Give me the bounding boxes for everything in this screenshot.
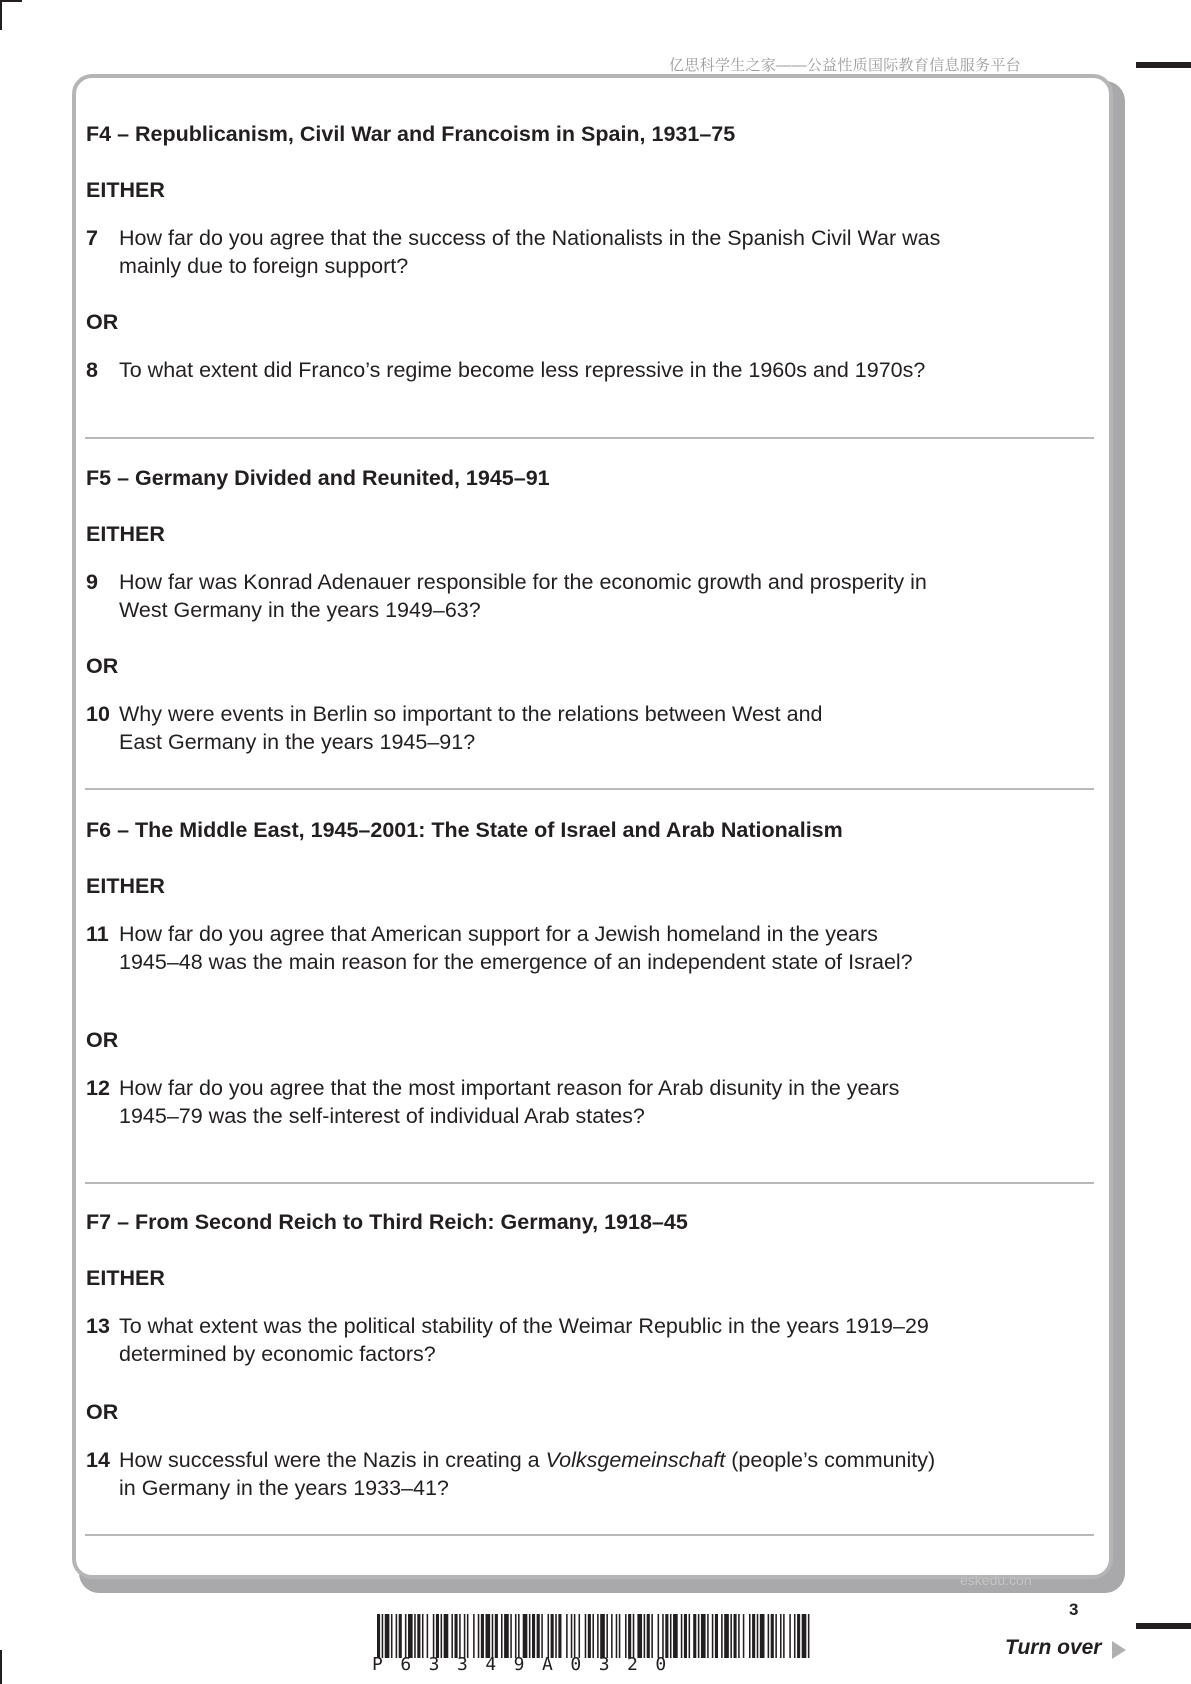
question-number: 7 — [86, 226, 98, 250]
question-text-line: How far do you agree that American support for a Jewish homeland in the years — [119, 922, 878, 946]
section-heading-f4: F4 – Republicanism, Civil War and Francoism in Spain, 1931–75 — [86, 122, 736, 146]
barcode-bar — [532, 1614, 535, 1658]
barcode-bar — [405, 1614, 407, 1658]
barcode-bar — [783, 1614, 785, 1658]
question-text-line: determined by economic factors? — [119, 1342, 436, 1366]
barcode-bar — [616, 1614, 618, 1658]
question-number: 8 — [86, 358, 98, 382]
barcode-bar — [433, 1614, 435, 1658]
question-text-line: How far was Konrad Adenauer responsible for the economic growth and prosperity in — [119, 570, 927, 594]
either-label: EITHER — [86, 1266, 165, 1290]
barcode-bar — [585, 1614, 587, 1658]
barcode-bar — [501, 1614, 503, 1658]
barcode-bar — [523, 1614, 528, 1658]
either-label: EITHER — [86, 178, 165, 202]
barcode-bar — [495, 1614, 498, 1658]
question-text-line: 1945–79 was the self-interest of individual Arab states? — [119, 1104, 645, 1128]
barcode-bar — [684, 1614, 687, 1658]
barcode-bar — [715, 1614, 718, 1658]
barcode-bar — [444, 1614, 449, 1658]
edge-marker — [1136, 1623, 1191, 1629]
barcode-bar — [738, 1614, 740, 1658]
barcode-bar — [775, 1614, 777, 1658]
barcode-bar — [436, 1614, 439, 1658]
barcode-bar — [451, 1614, 453, 1658]
question-number: 10 — [86, 702, 110, 726]
barcode-bar — [752, 1614, 755, 1658]
barcode-bar — [757, 1614, 759, 1658]
page-number: 3 — [1069, 1600, 1079, 1619]
barcode-bar — [566, 1614, 568, 1658]
barcode-bar — [597, 1614, 599, 1658]
section-divider — [85, 1182, 1094, 1184]
barcode-bar — [396, 1614, 398, 1658]
barcode-bar — [771, 1614, 774, 1658]
question-text-line: To what extent did Franco’s regime become less repressive in the 1960s and 1970s? — [119, 358, 926, 382]
barcode-bar — [651, 1614, 653, 1658]
barcode-bar — [555, 1614, 557, 1658]
edge-marker — [1136, 62, 1191, 68]
barcode-bar — [724, 1614, 729, 1658]
barcode-bar — [789, 1614, 791, 1658]
barcode-bar — [768, 1614, 770, 1658]
or-label: OR — [86, 1028, 119, 1052]
barcode-bar — [574, 1614, 576, 1658]
barcode-bar — [681, 1614, 683, 1658]
question-text-line: East Germany in the years 1945–91? — [119, 730, 476, 754]
question-number: 11 — [86, 922, 109, 946]
barcode-bar — [665, 1614, 668, 1658]
barcode-bar — [644, 1614, 646, 1658]
barcode-bar — [637, 1614, 642, 1658]
barcode-bar — [721, 1614, 723, 1658]
barcode-bar — [551, 1614, 554, 1658]
barcode-bar — [486, 1614, 491, 1658]
section-divider — [85, 437, 1094, 439]
barcode-bar — [698, 1614, 700, 1658]
barcode-bar — [701, 1614, 706, 1658]
or-label: OR — [86, 654, 119, 678]
crop-mark — [0, 0, 22, 2]
question-number: 14 — [86, 1448, 110, 1472]
section-heading-f5: F5 – Germany Divided and Reunited, 1945–91 — [86, 466, 550, 490]
barcode-bar — [794, 1614, 796, 1658]
barcode-bar — [734, 1614, 737, 1658]
barcode-bar — [625, 1614, 627, 1658]
barcode-bar — [628, 1614, 631, 1658]
barcode-bar — [504, 1614, 509, 1658]
barcode-bar — [749, 1614, 751, 1658]
barcode-bar — [515, 1614, 517, 1658]
barcode-bar — [399, 1614, 402, 1658]
question-text-segment: How successful were the Nazis in creating a — [119, 1448, 546, 1472]
barcode-bar — [633, 1614, 635, 1658]
watermark-header: 亿思科学生之家——公益性质国际教育信息服务平台 — [669, 57, 1021, 74]
either-label: EITHER — [86, 522, 165, 546]
question-text-segment: (people’s community) — [725, 1448, 936, 1472]
barcode-bar — [579, 1614, 581, 1658]
question-text-line: 1945–48 was the main reason for the emergence of an independent state of Israel? — [119, 950, 913, 974]
barcode-bar — [611, 1614, 613, 1658]
question-text-line: in Germany in the years 1933–41? — [119, 1476, 449, 1500]
question-number: 13 — [86, 1314, 110, 1338]
question-number: 12 — [86, 1076, 110, 1100]
barcode-bar — [382, 1614, 384, 1658]
section-divider — [85, 1534, 1094, 1536]
barcode-bar — [541, 1614, 543, 1658]
barcode-bar — [385, 1614, 390, 1658]
barcode-bar — [408, 1614, 413, 1658]
question-text-line: To what extent was the political stability of the Weimar Republic in the years 1919–29 — [119, 1314, 929, 1338]
question-text-line: Why were events in Berlin so important to the relations between West and — [119, 702, 823, 726]
crop-mark — [0, 0, 2, 30]
barcode-bar — [422, 1614, 424, 1658]
or-label: OR — [86, 310, 119, 334]
barcode-bar — [689, 1614, 691, 1658]
barcode-bar — [478, 1614, 480, 1658]
barcode-bar — [662, 1614, 664, 1658]
barcode-bar — [473, 1614, 475, 1658]
barcode-bar — [760, 1614, 765, 1658]
barcode-bar — [673, 1614, 678, 1658]
barcode-bar — [571, 1614, 573, 1658]
barcode-bar — [529, 1614, 531, 1658]
question-text-italic-term: Volksgemeinschaft — [545, 1448, 726, 1472]
barcode-bar — [600, 1614, 605, 1658]
barcode-bar — [797, 1614, 800, 1658]
barcode-bar — [441, 1614, 443, 1658]
barcode-bar — [518, 1614, 520, 1658]
section-heading-f6: F6 – The Middle East, 1945–2001: The State of Israel and Arab Nationalism — [86, 818, 843, 842]
barcode-bar — [558, 1614, 561, 1658]
barcode-bar — [592, 1614, 594, 1658]
barcode-bar — [670, 1614, 672, 1658]
barcode-bar — [743, 1614, 745, 1658]
barcode-bar — [693, 1614, 696, 1658]
barcode-bar — [588, 1614, 591, 1658]
question-text-line — [119, 1448, 935, 1473]
arrow-right-icon — [1112, 1641, 1126, 1659]
barcode-bar — [548, 1614, 550, 1658]
either-label: EITHER — [86, 874, 165, 898]
barcode-bar — [707, 1614, 709, 1658]
question-text-line: How far do you agree that the most important reason for Arab disunity in the years — [119, 1076, 900, 1100]
barcode-bar — [510, 1614, 512, 1658]
barcode-bar — [730, 1614, 732, 1658]
barcode-bar — [464, 1614, 466, 1658]
barcode-bar — [481, 1614, 484, 1658]
barcode-bar — [459, 1614, 461, 1658]
barcode-bar — [467, 1614, 469, 1658]
question-text-line: West Germany in the years 1949–63? — [119, 598, 481, 622]
barcode-bar — [619, 1614, 621, 1658]
barcode-number: P63349A0320 — [372, 1654, 684, 1675]
barcode-bar — [391, 1614, 393, 1658]
barcode-bar — [537, 1614, 540, 1658]
barcode — [377, 1614, 810, 1658]
crop-mark — [0, 1650, 2, 1684]
barcode-bar — [647, 1614, 650, 1658]
question-text-line: How far do you agree that the success of the Nationalists in the Spanish Civil War was — [119, 226, 941, 250]
or-label: OR — [86, 1400, 119, 1424]
barcode-bar — [606, 1614, 608, 1658]
barcode-bar — [417, 1614, 420, 1658]
barcode-bar — [427, 1614, 429, 1658]
watermark-footer: eskedu.con — [960, 1572, 1032, 1588]
section-heading-f7: F7 – From Second Reich to Third Reich: Germany, 1918–45 — [86, 1210, 688, 1234]
barcode-bar — [455, 1614, 458, 1658]
question-text-line: mainly due to foreign support? — [119, 254, 409, 278]
barcode-bar — [377, 1614, 380, 1658]
barcode-bar — [802, 1614, 807, 1658]
barcode-bar — [414, 1614, 416, 1658]
barcode-bar — [712, 1614, 714, 1658]
section-divider — [85, 788, 1094, 790]
barcode-bar — [808, 1614, 810, 1658]
barcode-bar — [658, 1614, 660, 1658]
question-number: 9 — [86, 570, 98, 594]
barcode-bar — [492, 1614, 494, 1658]
turn-over-label: Turn over — [1005, 1636, 1102, 1659]
barcode-bar — [780, 1614, 782, 1658]
